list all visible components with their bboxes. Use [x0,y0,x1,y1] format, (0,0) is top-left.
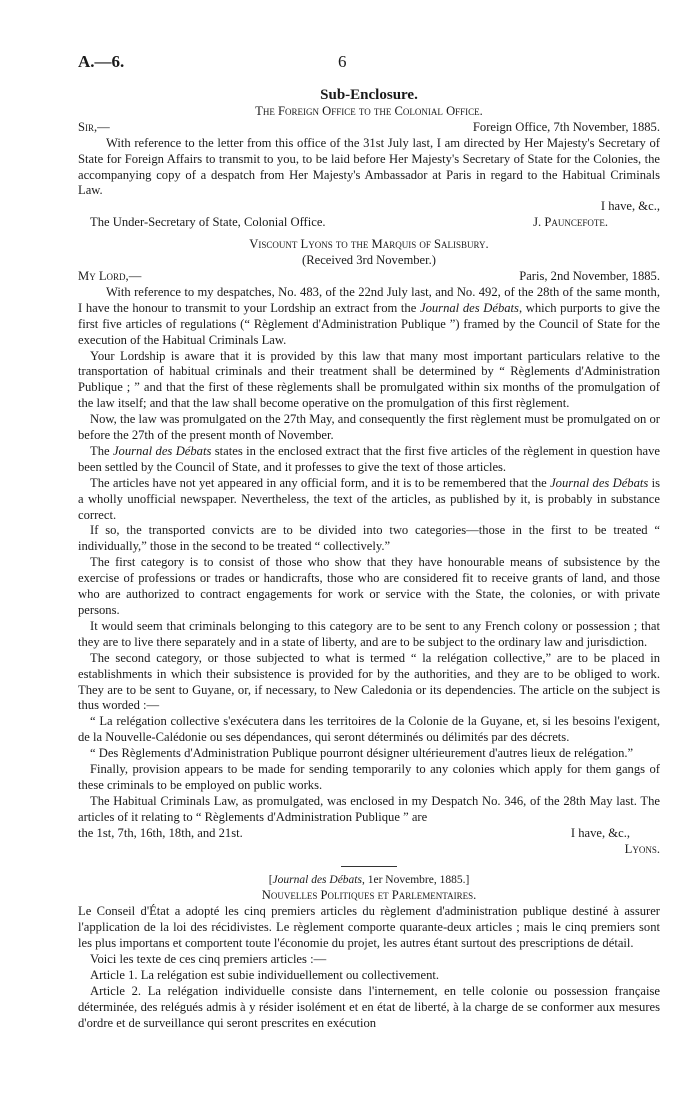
addressee-row [78,215,660,231]
salutation: My Lord,— [78,268,142,283]
addressee: The Under-Secretary of State, Colonial Office. [90,215,326,230]
salutation: Sir,— [78,119,110,134]
closing: I have, &c., [600,199,660,214]
page-number: 6 [338,52,347,71]
body-paragraph: The Journal des Débats states in the enclosed extract that the first five articles of the règlement in question have been settled by the Council of State, and it professes to give the text of those articles. [78,443,660,474]
closing: I have, &c., [570,825,630,840]
sub-enclosure-title: Sub-Enclosure. [320,87,418,103]
quoted-paragraph: “ Des Règlements d'Administration Publique pourront désigner ultérieurement d'autres lieux de relégation.” [90,746,634,761]
body-paragraph: The first category is to consist of those who show that they have honourable means of subsistence by the exercise of professions or trades or handicrafts, those who are considered fit to receive grants of land, and those who are authorized to contract engagements for work or service with the State, the colonies, or with private persons. [78,555,660,617]
body-paragraph: The articles have not yet appeared in any official form, and it is to be remembered that the Journal des Débats is a wholly unofficial newspaper. Nevertheless, the text of the articles, as published by it, is probably in substance correct. [78,475,660,522]
letter-heading: Viscount Lyons to the Marquis of Salisbury. [249,237,489,252]
quoted-paragraph: “ La relégation collective s'exécutera dans les territoires de la Colonie de la Guyane, et, si les besoins l'exigent, de la Nouvelle-Calédonie ou ses dépendances, qui seront déterminés ou délimités par des décrets. [78,714,660,745]
french-article: Article 2. La relégation individuelle consiste dans l'internement, en telle colonie ou possession française déterminée, des relégués admis à y résider isolément et en état de liberté, à la charge de se conformer aux mesures d'ordre et de surveillance qui seront prescrites en exécution [78,983,660,1030]
french-paragraph: Le Conseil d'État a adopté les cinq premiers articles du règlement d'administration publique destiné à assurer l'application de la loi des récidivistes. Le règlement comporte quarante-deux articles ; mais le cinq premiers sont les plus importans et comportent toute l'économie du projet, les autres étant surtout des prescriptions de détail. [78,904,660,951]
body-paragraph: If so, the transported convicts are to be divided into two categories—those in the first to be treated “ individually,” those in the second to be treated “ collectively.” [78,523,660,554]
body-paragraph: Your Lordship is aware that it is provided by this law that many most important particulars relative to the transportation of habitual criminals and their treatment shall be determined by “ Règlements d'Administration Publique ; ” and that the first of these règlements shall be promulgated within six months of the promulgation of the law itself; and that the law shall become operative on the promulgation of this first règlement. [78,348,660,411]
closing-row [78,826,660,842]
body-paragraph: With reference to my despatches, No. 483, of the 22nd July last, and No. 492, of the 28th of the same month, I have the honour to transmit to your Lordship an extract from the Journal des Débats, which purports to give the first five articles of regulations (“ Règlement d'Administration Publique ”) framed by the Council of State for the execution of the Habitual Criminals Law. [78,284,660,347]
signature: J. Pauncefote. [533,215,608,230]
received-note: (Received 3rd November.) [302,253,436,268]
french-paragraph: Voici les texte de ces cinq premiers articles :— [90,952,327,967]
signature: Lyons. [624,841,660,856]
place-date: Foreign Office, 7th November, 1885. [472,119,660,134]
french-article: Article 1. La relégation est subie individuellement ou collectivement. [90,967,440,982]
body-paragraph: Finally, provision appears to be made for sending temporarily to any colonies which apply for them gangs of these criminals to be employed on public works. [78,762,660,792]
divider [341,866,397,867]
sub-enclosure-heading: The Foreign Office to the Colonial Office. [255,103,483,118]
extract-source: [Journal des Débats, 1er Novembre, 1885.] [268,873,470,886]
extract-heading: Nouvelles Politiques et Parlementaires. [261,888,477,903]
body-paragraph: It would seem that criminals belonging to this category are to be sent to any French colony or possession ; that they are to live there separately and in a state of liberty, and are to be subject to the ordinary law and jurisdiction. [78,618,660,649]
place-date: Paris, 2nd November, 1885. [519,268,660,283]
body-paragraph: The second category, or those subjected to what is termed “ la relégation collective,” are to be placed in establishments in which their subsistence is provided for by the authorities, and they are to be obliged to work. They are to be sent to Guyane, or, if necessary, to New Caledonia or its dependencies. The article on the subject is thus worded :— [78,650,660,713]
body-paragraph: Now, the law was promulgated on the 27th May, and consequently the first règlement must be promulgated on or before the 27th of the present month of November. [78,412,660,443]
letter-salutation-row [78,269,660,285]
body-paragraph: With reference to the letter from this office of the 31st July last, I am directed by Her Majesty's Secretary of State for Foreign Affairs to transmit to you, to be laid before Her Majesty's Secretary of State for the Colonies, the accompanying copy of a despatch from Her Majesty's Ambassador at Paris in regard to the Habitual Criminals Law. [78,135,660,198]
body-paragraph-end: the 1st, 7th, 16th, 18th, and 21st. [78,825,243,840]
body-paragraph: The Habitual Criminals Law, as promulgated, was enclosed in my Despatch No. 346, of the 28th May last. The articles of it relating to “ Règlements d'Administration Publique ” are [78,793,660,824]
page-header-code: A.—6. [78,52,125,71]
salutation-row [78,120,660,136]
main-text-column [78,84,660,1032]
